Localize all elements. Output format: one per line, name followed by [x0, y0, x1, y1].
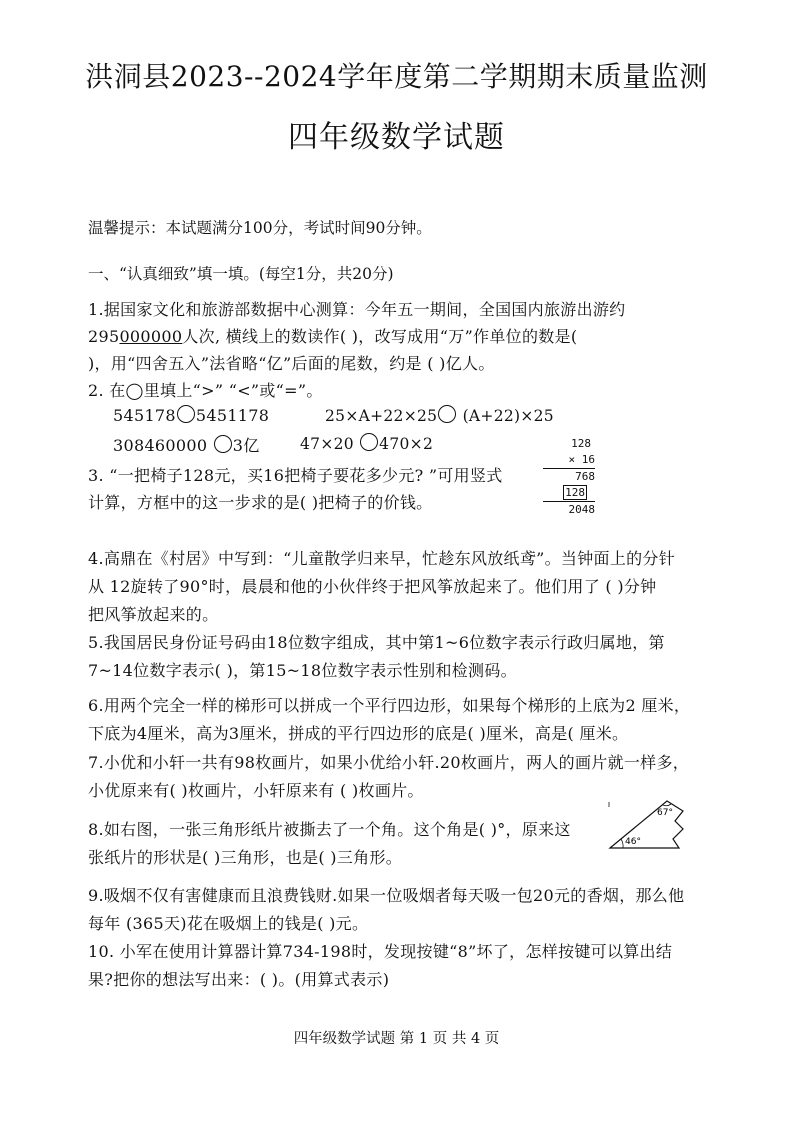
answer-circle[interactable] [438, 405, 456, 423]
q4-line1: 4.高鼎在《村居》中写到：“儿童散学归来早，忙趁东风放纸鸢”。当钟面上的分针 [88, 549, 676, 568]
q2-r2c2-right: 470×2 [379, 435, 434, 453]
q2-row1-col1 [113, 405, 269, 425]
q7-line1: 7.小优和小轩一共有98枚画片，如果小优给小轩.20枚画片，两人的画片就一样多， [88, 753, 690, 772]
angle-label-46: 46° [625, 837, 641, 847]
q1-line2 [88, 324, 577, 347]
calc-multiplicand: 128 [571, 437, 591, 450]
q10-line2: 果?把你的想法写出来：( )。(用算式表示) [88, 970, 390, 989]
angle-label-67: 67° [657, 808, 673, 818]
q1-number-part1: 295 [88, 327, 120, 346]
vertical-calculation [543, 436, 595, 518]
q4-line2: 从 12旋转了90°时，晨晨和他的小伙伴终于把风筝放起来了。他们用了 ( )分钟 [88, 577, 657, 596]
q2-row1-col2 [325, 405, 554, 425]
q3-line1: 3. “一把椅子128元，买16把椅子要花多少元? ”可用竖式 [88, 466, 503, 485]
q1-number-underlined: 000000 [119, 327, 183, 346]
q4-line3: 把风筝放起来的。 [88, 605, 219, 624]
q5-line2: 7~14位数字表示( )，第15~18位数字表示性别和检测码。 [88, 661, 517, 680]
q9-line2: 每年 (365天)花在吸烟上的钱是( )元。 [88, 914, 369, 933]
q6-line1: 6.用两个完全一样的梯形可以拼成一个平行四边形，如果每个梯形的上底为2 厘米， [88, 696, 691, 715]
q3-line2: 计算，方框中的这一步求的是( )把椅子的价钱。 [88, 493, 433, 512]
q2-row2-col2 [300, 433, 433, 453]
q1-line1: 1.据国家文化和旅游部数据中心测算：今年五一期间，全国国内旅游出游约 [88, 300, 626, 319]
answer-circle[interactable] [214, 435, 232, 453]
page-footer: 四年级数学试题 第 1 页 共 4 页 [293, 1031, 500, 1047]
calc-multiplier: × 16 [543, 452, 595, 469]
q1-line2-rest: 人次, 横线上的数读作( )，改写成用“万”作单位的数是( [182, 327, 578, 346]
q2-r2c2-left: 47×20 [300, 435, 354, 453]
q2-r1c1-left: 545178 [113, 406, 176, 425]
exam-header-title: 洪洞县2023--2024学年度第二学期期末质量监测 [85, 60, 708, 93]
q2-r1c1-right: 5451178 [195, 406, 270, 425]
q6-line2: 下底为4厘米，高为3厘米，拼成的平行四边形的底是( )厘米，高是( 厘米。 [88, 724, 629, 743]
q2-r1c2-right: (A+22)×25 [462, 407, 554, 425]
q2-row2-col1 [113, 433, 260, 456]
q8-line1: 8.如右图，一张三角形纸片被撕去了一个角。这个角是( )°，原来这 [88, 820, 571, 839]
q2-r2c1-left: 308460000 [113, 436, 208, 455]
q2-stem: 2. 在◯里填上“>” “<”或“=”。 [88, 381, 323, 400]
answer-circle[interactable] [177, 405, 195, 423]
q9-line1: 9.吸烟不仅有害健康而且浪费钱财.如果一位吸烟者每天吸一包20元的香烟，那么他 [88, 886, 685, 905]
calc-partial1: 768 [575, 470, 595, 483]
q7-line2: 小优原来有( )枚画片，小轩原来有 ( )枚画片。 [88, 781, 424, 800]
q1-line3: )，用“四舍五入”法省略“亿”后面的尾数，约是 ( )亿人。 [88, 354, 495, 373]
q5-line1: 5.我国居民身份证号码由18位数字组成，其中第1~6位数字表示行政归属地，第 [88, 633, 665, 652]
calc-partial2 [543, 485, 595, 502]
q2-r2c1-right: 3亿 [232, 436, 260, 455]
answer-circle[interactable] [360, 433, 378, 451]
torn-triangle-figure [605, 793, 697, 853]
exam-subject-title: 四年级数学试题 [288, 120, 505, 155]
calc-result: 2048 [568, 503, 595, 516]
exam-tip: 温馨提示：本试题满分100分，考试时间90分钟。 [88, 219, 432, 237]
q10-line1: 10. 小军在使用计算器计算734-198时，发现按键“8”坏了，怎样按键可以算出结 [88, 942, 673, 961]
q8-line2: 张纸片的形状是( )三角形，也是( )三角形。 [88, 848, 403, 867]
section-heading: 一、“认真细致”填一填。(每空1分，共20分) [88, 265, 394, 283]
calc-boxed-step: 128 [565, 486, 585, 499]
q2-r1c2-left: 25×A+22×25 [325, 407, 438, 425]
